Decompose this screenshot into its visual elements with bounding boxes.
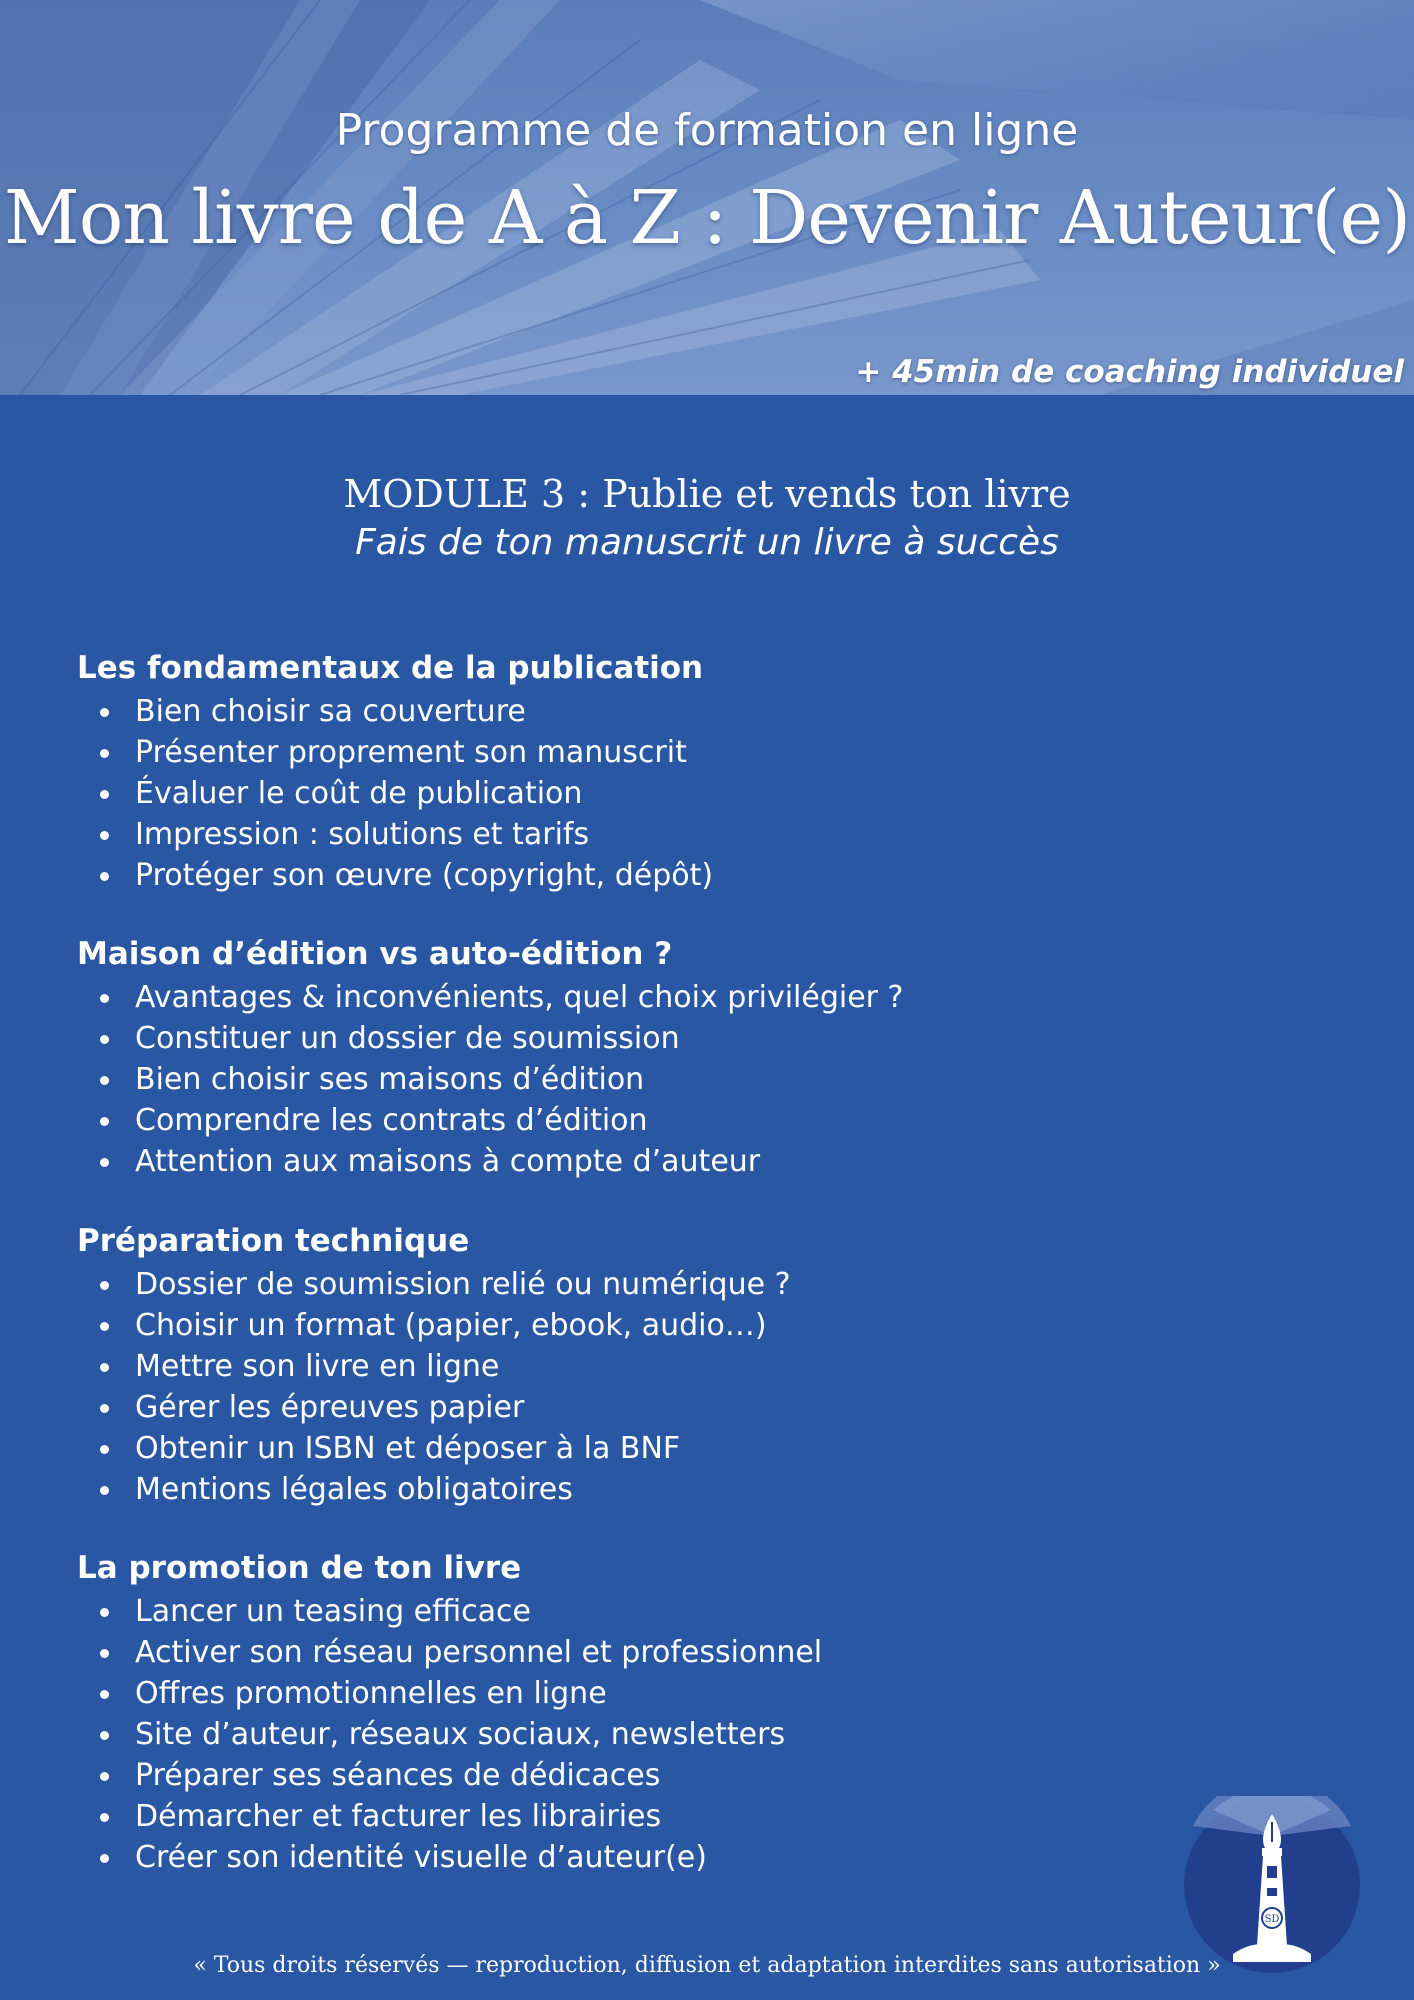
list-item: Bien choisir sa couverture [96, 691, 713, 732]
list-item: Offres promotionnelles en ligne [96, 1673, 822, 1714]
module-subtitle: Fais de ton manuscrit un livre à succès [355, 522, 1059, 563]
list-item: Mentions légales obligatoires [96, 1469, 791, 1510]
list-item: Préparer ses séances de dédicaces [96, 1755, 822, 1796]
list-item: Site d’auteur, réseaux sociaux, newsletters [96, 1714, 822, 1755]
section-list [96, 1591, 822, 1878]
list-item: Constituer un dossier de soumission [96, 1018, 903, 1059]
list-item: Bien choisir ses maisons d’édition [96, 1059, 903, 1100]
copyright-footer: « Tous droits réservés — reproduction, diffusion et adaptation interdites sans autorisation » [193, 1953, 1221, 1978]
list-item: Avantages & inconvénients, quel choix privilégier ? [96, 977, 903, 1018]
list-item: Dossier de soumission relié ou numérique ? [96, 1264, 791, 1305]
section-list [96, 691, 713, 896]
list-item: Créer son identité visuelle d’auteur(e) [96, 1837, 822, 1878]
list-item: Gérer les épreuves papier [96, 1387, 791, 1428]
list-item: Mettre son livre en ligne [96, 1346, 791, 1387]
list-item: Impression : solutions et tarifs [96, 814, 713, 855]
list-item: Lancer un teasing efficace [96, 1591, 822, 1632]
list-item: Obtenir un ISBN et déposer à la BNF [96, 1428, 791, 1469]
section-heading: Les fondamentaux de la publication [77, 650, 704, 686]
module-title: MODULE 3 : Publie et vends ton livre [343, 472, 1071, 516]
list-item: Comprendre les contrats d’édition [96, 1100, 903, 1141]
list-item: Attention aux maisons à compte d’auteur [96, 1141, 903, 1182]
logo-initials: SD [1264, 1914, 1280, 1925]
section-heading: Maison d’édition vs auto-édition ? [77, 936, 673, 972]
page-title: Mon livre de A à Z : Devenir Auteur(e) [3, 175, 1411, 261]
list-item: Évaluer le coût de publication [96, 773, 713, 814]
section-list [96, 1264, 791, 1510]
list-item: Protéger son œuvre (copyright, dépôt) [96, 855, 713, 896]
section-list [96, 977, 903, 1182]
list-item: Présenter proprement son manuscrit [96, 732, 713, 773]
section-heading: Préparation technique [77, 1223, 470, 1259]
section-heading: La promotion de ton livre [77, 1550, 522, 1586]
lighthouse-pen-icon [1183, 1796, 1361, 1974]
list-item: Choisir un format (papier, ebook, audio…) [96, 1305, 791, 1346]
header-banner [0, 0, 1414, 395]
program-kicker: Programme de formation en ligne [335, 105, 1079, 156]
list-item: Démarcher et facturer les librairies [96, 1796, 822, 1837]
coaching-badge: + 45min de coaching individuel [855, 354, 1404, 390]
list-item: Activer son réseau personnel et professionnel [96, 1632, 822, 1673]
